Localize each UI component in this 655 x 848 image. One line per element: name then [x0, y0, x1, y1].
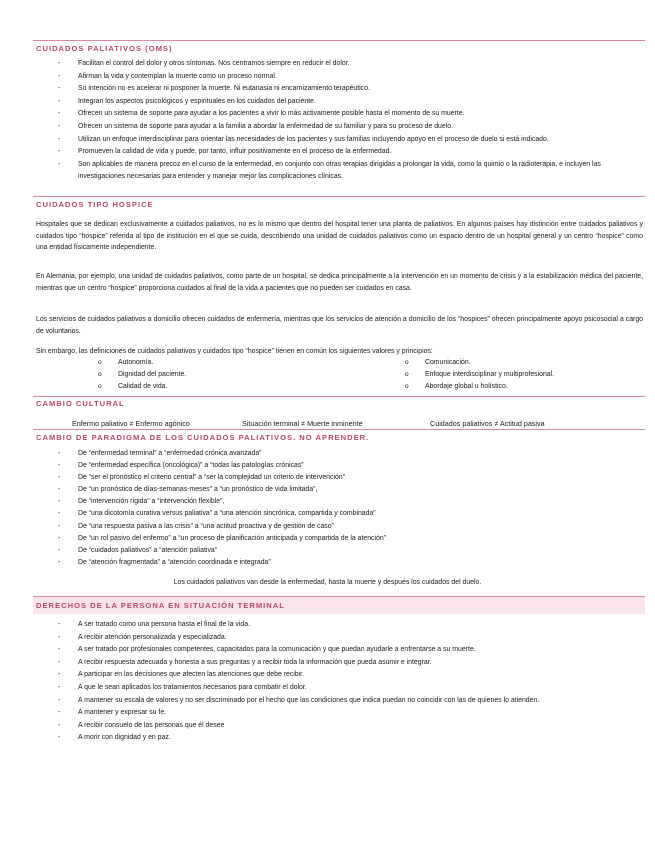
list-item: o Autonomía.: [98, 357, 378, 369]
list-item: - A recibir consuelo de las personas que él desee: [58, 720, 646, 733]
list-item: - De “un pronóstico de días-semanas-meses” a “un pronóstico de vida limitada”,: [58, 484, 646, 496]
list-item: - Ofrecen un sistema de soporte para ayudar a los pacientes a vivir lo más activamente posible hasta el momento de su muerte.: [58, 108, 646, 121]
list-item: - De “una dicotomía curativa versus paliativa” a “una atención sincrónica, compartida y combinada”: [58, 508, 646, 520]
section-heading-rights: DERECHOS DE LA PERSONA EN SITUACIÓN TERMINAL: [36, 601, 285, 610]
list-item: - A ser tratado como una persona hasta el final de la vida.: [58, 619, 646, 632]
list-item: - A morir con dignidad y en paz.: [58, 732, 646, 745]
paradigm-closing: Los cuidados paliativos van desde la enfermedad, hasta la muerte y después los cuidados del duelo.: [173, 579, 482, 586]
hospice-paragraph: Los servicios de cuidados paliativos a domicilio ofrecen cuidados de enfermería, mientras que los servicios de atención a domicilio de los “hospices” ofrecen principalmente apoyo psicosocial a cargo de voluntarios.: [36, 316, 643, 335]
list-item: - De “cuidados paliativos” a “atención paliativa”: [58, 545, 646, 557]
cultural-item: Situación terminal ≠ Muerte inminente: [242, 419, 363, 428]
hospice-paragraph: Sin embargo, las definiciones de cuidados paliativos y cuidados tipo “hospice” tienen en común los siguientes valores y principios:: [36, 348, 433, 355]
list-item: o Abordaje global u holístico.: [405, 381, 645, 393]
list-item: o Comunicación.: [405, 357, 645, 369]
section-divider: [33, 429, 645, 430]
section-heading-cultural: CAMBIO CULTURAL: [36, 399, 125, 408]
list-item: - A que le sean aplicados los tratamientos necesarios para combatir el dolor.: [58, 682, 646, 695]
list-item: - Utilizan un enfoque interdisciplinar para orientar las necesidades de los pacientes y sus familias incluyendo apoyo en el proceso de duelo si está indicado.: [58, 134, 646, 147]
list-item: - Su intención no es acelerar ni posponer la muerte. Ni eutanasia ni encarnizamiento terapéutico.: [58, 83, 646, 96]
section-divider: [33, 40, 645, 41]
list-item: - A mantener y expresar su fe.: [58, 707, 646, 720]
values-list-left: [98, 357, 378, 393]
list-item: - A recibir respuesta adecuada y honesta a sus preguntas y a recibir toda la información que pueda asumir e integrar.: [58, 657, 646, 670]
section-heading-palliative: CUIDADOS PALIATIVOS (OMS): [36, 44, 173, 53]
list-item: - Integran los aspectos psicológicos y espirituales en los cuidados del paciente.: [58, 96, 646, 109]
paradigm-list: [58, 448, 646, 569]
section-heading-paradigm: CAMBIO DE PARADIGMA DE LOS CUIDADOS PALIATIVOS. NO APRENDER.: [36, 433, 370, 442]
list-item: - De “atención fragmentada” a “atención coordinada e integrada”: [58, 557, 646, 569]
section-divider: [33, 596, 645, 597]
list-item: - De “ser el pronóstico el criterio central” a “ser la complejidad un criterio de intervención”: [58, 472, 646, 484]
hospice-paragraph: En Alemania, por ejemplo, una unidad de cuidados paliativos, como parte de un hospital, se dedica principalmente a la intervención en un momento de crisis y a la estabilización médica del paciente, mientras que un centro “hospice” proporciona cuidados al final de la vida a pacientes que no pueden ser cuidados en casa.: [36, 273, 643, 292]
section-heading-hospice: CUIDADOS TIPO HOSPICE: [36, 200, 154, 209]
list-item: - Afirman la vida y contemplan la muerte como un proceso normal.: [58, 71, 646, 84]
hospice-paragraph: Hospitales que se dedican exclusivamente a cuidados paliativos, no es lo mismo que dentro del hospital tener una planta de paliativos. En algunos países hay distinción entre cuidados paliativos y cuidados tipo “hospice” referida al tipo de institución en el que se cuida, describiendo una unidad de cuidados paliativos como un espacio dentro de un hospital general y un centro “hospice” como una entidad físicamente independiente.: [36, 221, 643, 251]
list-item: - De “una respuesta pasiva a las crisis” a “una actitud proactiva y de gestión de caso”: [58, 521, 646, 533]
list-item: o Calidad de vida.: [98, 381, 378, 393]
list-item: - A participar en las decisiones que afecten las atenciones que debe recibir.: [58, 669, 646, 682]
list-item: - De “un rol pasivo del enfermo” a “un proceso de planificación anticipada y compartida de la atención”: [58, 533, 646, 545]
list-item: - A ser tratado por profesionales competentes, capacitados para la comunicación y que puedan ayudarle a enfrentarse a su muerte.: [58, 644, 646, 657]
rights-list: [58, 619, 646, 745]
list-item: - De “enfermedad específica (oncológica)” a “todas las patologías crónicas”: [58, 460, 646, 472]
list-item: - Facilitan el control del dolor y otros síntomas. Nos centramos siempre en reducir el dolor.: [58, 58, 646, 71]
section-divider: [33, 196, 645, 197]
values-list-right: [405, 357, 645, 393]
list-item: - Son aplicables de manera precoz en el curso de la enfermedad, en conjunto con otras terapias dirigidas a prolongar la vida, como la quimio o la radioterapia, e incluyen las investigaciones necesarias para entender y manejar mejor las complicaciones clínicas.: [58, 159, 646, 184]
cultural-item: Enfermo paliativo ≠ Enfermo agónico: [72, 419, 190, 428]
section-divider: [33, 396, 645, 397]
list-item: - Ofrecen un sistema de soporte para ayudar a la familia a abordar la enfermedad de su familiar y para su proceso de duelo.: [58, 121, 646, 134]
cultural-item: Cuidados paliativos ≠ Actitud pasiva: [430, 419, 545, 428]
palliative-list: [58, 58, 646, 184]
list-item: o Dignidad del paciente.: [98, 369, 378, 381]
list-item: - A mantener su escala de valores y no ser discriminado por el hecho que las condiciones que indica puedan no coincidir con las de quienes lo atienden.: [58, 695, 646, 708]
list-item: - De “intervención rígida” a “intervención flexible”,: [58, 496, 646, 508]
list-item: o Enfoque interdisciplinar y multiprofesional.: [405, 369, 645, 381]
list-item: - A recibir atención personalizada y especializada.: [58, 632, 646, 645]
list-item: - Promueven la calidad de vida y puede, por tanto, influir positivamente en el proceso de la enfermedad.: [58, 146, 646, 159]
list-item: - De “enfermedad terminal” a “enfermedad crónica avanzada”: [58, 448, 646, 460]
